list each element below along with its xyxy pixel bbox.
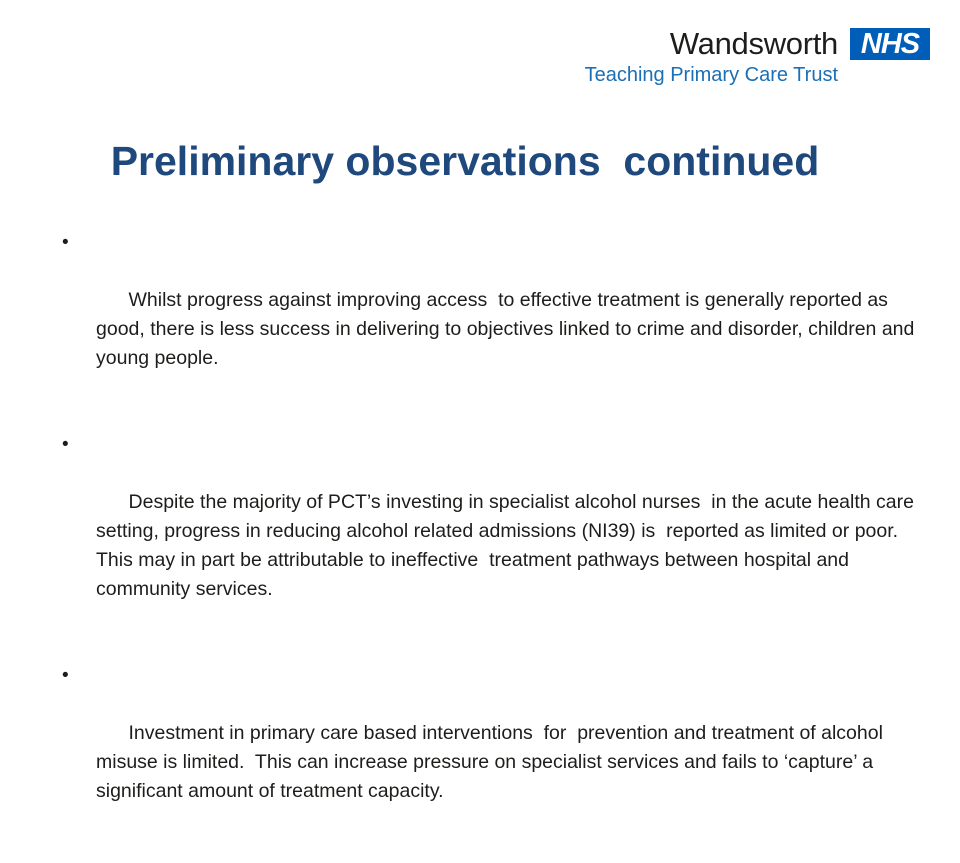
bullet-text: Whilst progress against improving access to effective treatment is generally reported as good, there is less success in delivering to objectives linked to crime and disorder, children and young people. <box>96 289 920 369</box>
bullet-item <box>62 661 922 835</box>
bullet-marker: • <box>62 434 69 455</box>
organisation-branding <box>584 22 930 92</box>
bullet-marker: • <box>62 232 69 253</box>
bullet-list <box>62 228 922 863</box>
bullet-text: Investment in primary care based interventions for prevention and treatment of alcohol misuse is limited. This can increase pressure on specialist services and fails to ‘capture’ a significant amount of treatment capacity. <box>96 722 889 802</box>
nhs-logo-text: NHS <box>860 27 920 60</box>
nhs-logo <box>850 28 930 60</box>
slide-title: Preliminary observations continued <box>110 138 820 184</box>
bullet-marker: • <box>62 665 69 686</box>
bullet-text: Despite the majority of PCT’s investing in specialist alcohol nurses in the acute health care setting, progress in reducing alcohol related admissions (NI39) is reported as limited or poor. This may in part be attributable to ineffective treatment pathways between hospital and community services. <box>96 491 920 600</box>
bullet-item <box>62 228 922 402</box>
organisation-name: Wandsworth <box>669 26 838 61</box>
bullet-item <box>62 430 922 633</box>
organisation-subtitle: Teaching Primary Care Trust <box>584 64 838 86</box>
